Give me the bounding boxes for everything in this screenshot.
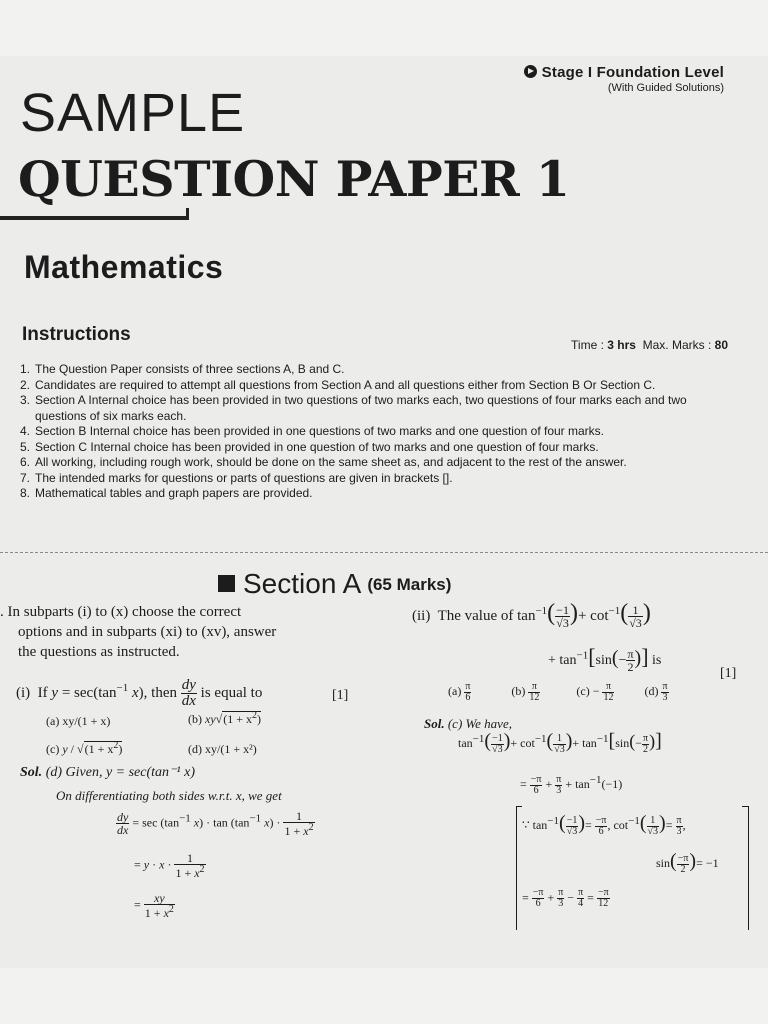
part-ii-question: (ii) The value of $\tan^{-1}$( $\frac{-1}{√3}$ )+ $\cot^{-1}$( $\frac{1}{√3}$ )	[412, 600, 651, 631]
sin-result: = −1	[696, 856, 719, 870]
instruction-number: 7.	[20, 470, 31, 485]
bracket-right	[748, 806, 749, 930]
option-c: (c) $y / √(1 + x^2)$	[46, 740, 123, 756]
part-ii-text: The value of	[437, 608, 514, 624]
title-rule-tick	[186, 208, 189, 220]
instructions-list	[20, 362, 720, 502]
instruction-text: The Question Paper consists of three sections A, B and C.	[35, 362, 345, 376]
question-1-intro: . In subparts (i) to (x) choose the correct options and in subparts (xi) to (xv), answer the questions as instructed.	[0, 604, 277, 660]
part-ii-options	[448, 682, 669, 703]
instruction-item	[20, 393, 720, 424]
instruction-item	[20, 440, 720, 456]
option-b: (b) $xy√(1 + x^2)$	[188, 710, 262, 726]
sol-label: Sol.	[424, 716, 445, 731]
bracket-left	[516, 806, 517, 930]
instruction-item	[20, 486, 720, 502]
instruction-text: All working, including rough work, should be done on the same sheet as, and adjacent to the rest of the answer.	[35, 455, 627, 469]
part-ii-option-c: (c) − $\frac{\pi}{12}$	[576, 681, 614, 703]
option-c-label: (c)	[46, 742, 60, 756]
derivative-step-1: $\frac{dy}{dx}$ = $\sec (\tan^{-1}$ $x) \cdot \tan (\tan^{-1}$ x) · $\frac{1}{1 + x^2}$	[117, 809, 314, 838]
question-line: In subparts (i) to (x) choose the correct	[7, 604, 242, 620]
derivative-step-2: = y · x · $\frac{1}{1 + x^2}$	[134, 851, 205, 880]
option-b-label: (b)	[188, 712, 202, 726]
instruction-number: 3.	[20, 393, 31, 407]
instruction-number: 6.	[20, 455, 31, 469]
instructions-heading: Instructions	[22, 324, 131, 345]
guided-solutions-label: (With Guided Solutions)	[607, 82, 724, 94]
part-ii-step-1: $\tan^{-1}$( $\frac{-1}{√3}$ )+ $\cot^{-1}$( $\frac{1}{√3}$ )+ $\tan^{-1}[\sin(-$ $\frac{\pi}{2}$ )]	[458, 730, 662, 755]
section-marks: (65 Marks)	[367, 575, 452, 594]
stage-banner	[524, 64, 724, 94]
part-ii-note-1: ∵ $\tan^{-1}$( $\frac{-1}{√3}$ )= $\frac{-\pi}{6}$ , $\cot^{-1}$( $\frac{1}{√3}$ )= $\frac{\pi}{3}$ ,	[522, 812, 686, 837]
title-sample: SAMPLE	[20, 83, 246, 143]
part-ii-question-cont: + $\tan^{-1}[\sin(-$ $\frac{\pi}{2}$ )] is	[548, 644, 662, 675]
square-bullet-icon	[218, 575, 235, 592]
max-marks-label: Max. Marks :	[642, 338, 715, 352]
part-i-solution-given	[20, 764, 195, 781]
option-a: (a) xy/(1 + x)	[46, 714, 111, 728]
instruction-item	[20, 471, 720, 487]
play-bullet-icon	[524, 65, 537, 78]
part-ii-option-b: (b) $\frac{\pi}{12}$	[511, 681, 540, 703]
part-ii-marks: [1]	[720, 666, 737, 681]
instruction-number: 8.	[20, 486, 31, 500]
section-heading	[218, 568, 451, 600]
part-ii-option-d: (d) $\frac{\pi}{3}$	[644, 681, 668, 703]
subject-title: Mathematics	[24, 249, 224, 285]
title-rule	[0, 216, 188, 220]
instruction-item	[20, 455, 720, 471]
bracket-top-left	[516, 806, 522, 807]
bracket-top-right	[742, 806, 748, 807]
instruction-number: 2.	[20, 377, 31, 392]
section-divider	[0, 552, 768, 554]
part-ii-final: = $\frac{-\pi}{6}$ + $\frac{\pi}{3}$ − $\frac{\pi}{4}$ = $\frac{-\pi}{12}$	[522, 887, 609, 909]
part-ii-label: (ii)	[412, 608, 431, 624]
time-label: Time :	[571, 338, 608, 352]
part-ii-step-2: = $\frac{-\pi}{6}$ + $\frac{\pi}{3}$ + $\tan^{-1}(-1)$	[520, 773, 623, 796]
instruction-text: Mathematical tables and graph papers are provided.	[35, 486, 313, 500]
part-ii-note-2: sin( $\frac{-\pi}{2}$ )= −1	[656, 850, 719, 875]
time-and-marks	[571, 338, 728, 352]
part-i-label: (i)	[16, 684, 31, 701]
question-line: the questions as instructed.	[18, 644, 180, 660]
part-i-solution-step: On differentiating both sides w.r.t. x, we get	[56, 788, 282, 803]
instruction-item	[20, 362, 720, 378]
instruction-text: Section C Internal choice has been provided in one question of two marks and one question of four marks.	[35, 439, 599, 454]
instruction-text: Section A Internal choice has been provided in two questions of two marks each, two questions of four marks each and two questions of six marks each.	[35, 393, 687, 423]
option-d: (d) xy/(1 + x²)	[188, 742, 257, 756]
part-i-question: (i) If $y = \sec(\tan^{-1}$ x), then $\frac{dy}{dx}$ is equal to	[16, 677, 263, 709]
part-i-marks: [1]	[332, 688, 349, 703]
instruction-text: Section B Internal choice has been provided in one questions of two marks and one question of four marks.	[35, 424, 605, 438]
instruction-number: 4.	[20, 424, 31, 438]
section-title: Section A	[243, 568, 362, 599]
title-question-paper: QUESTION PAPER 1	[18, 150, 570, 208]
instruction-number: 5.	[20, 439, 31, 454]
sol-label: Sol.	[20, 765, 43, 780]
sol-have-text: (c) We have,	[447, 716, 512, 731]
instruction-item	[20, 424, 720, 440]
max-marks-value: 80	[714, 338, 728, 352]
part-ii-is: is	[652, 653, 662, 668]
stage-label: Stage I Foundation Level	[541, 64, 724, 81]
dy-dx-fraction: $\frac{dy}{dx}$	[181, 677, 196, 709]
instruction-text: Candidates are required to attempt all questions from Section A and all questions either from Section B Or Section C.	[35, 377, 656, 392]
question-line: options and in subparts (xi) to (xv), answer	[18, 624, 277, 640]
question-paper-page	[0, 56, 768, 968]
time-value: 3 hrs	[607, 338, 636, 352]
instruction-item	[20, 378, 720, 394]
derivative-step-3: = $\frac{xy}{1 + x^2}$	[134, 891, 174, 920]
sol-given-text: (d) Given, y = sec(tan⁻¹ x)	[45, 765, 195, 780]
part-ii-option-a: (a) $\frac{\pi}{6}$	[448, 681, 471, 703]
instruction-text: The intended marks for questions or parts of questions are given in brackets [].	[35, 470, 453, 485]
instruction-number: 1.	[20, 362, 31, 376]
